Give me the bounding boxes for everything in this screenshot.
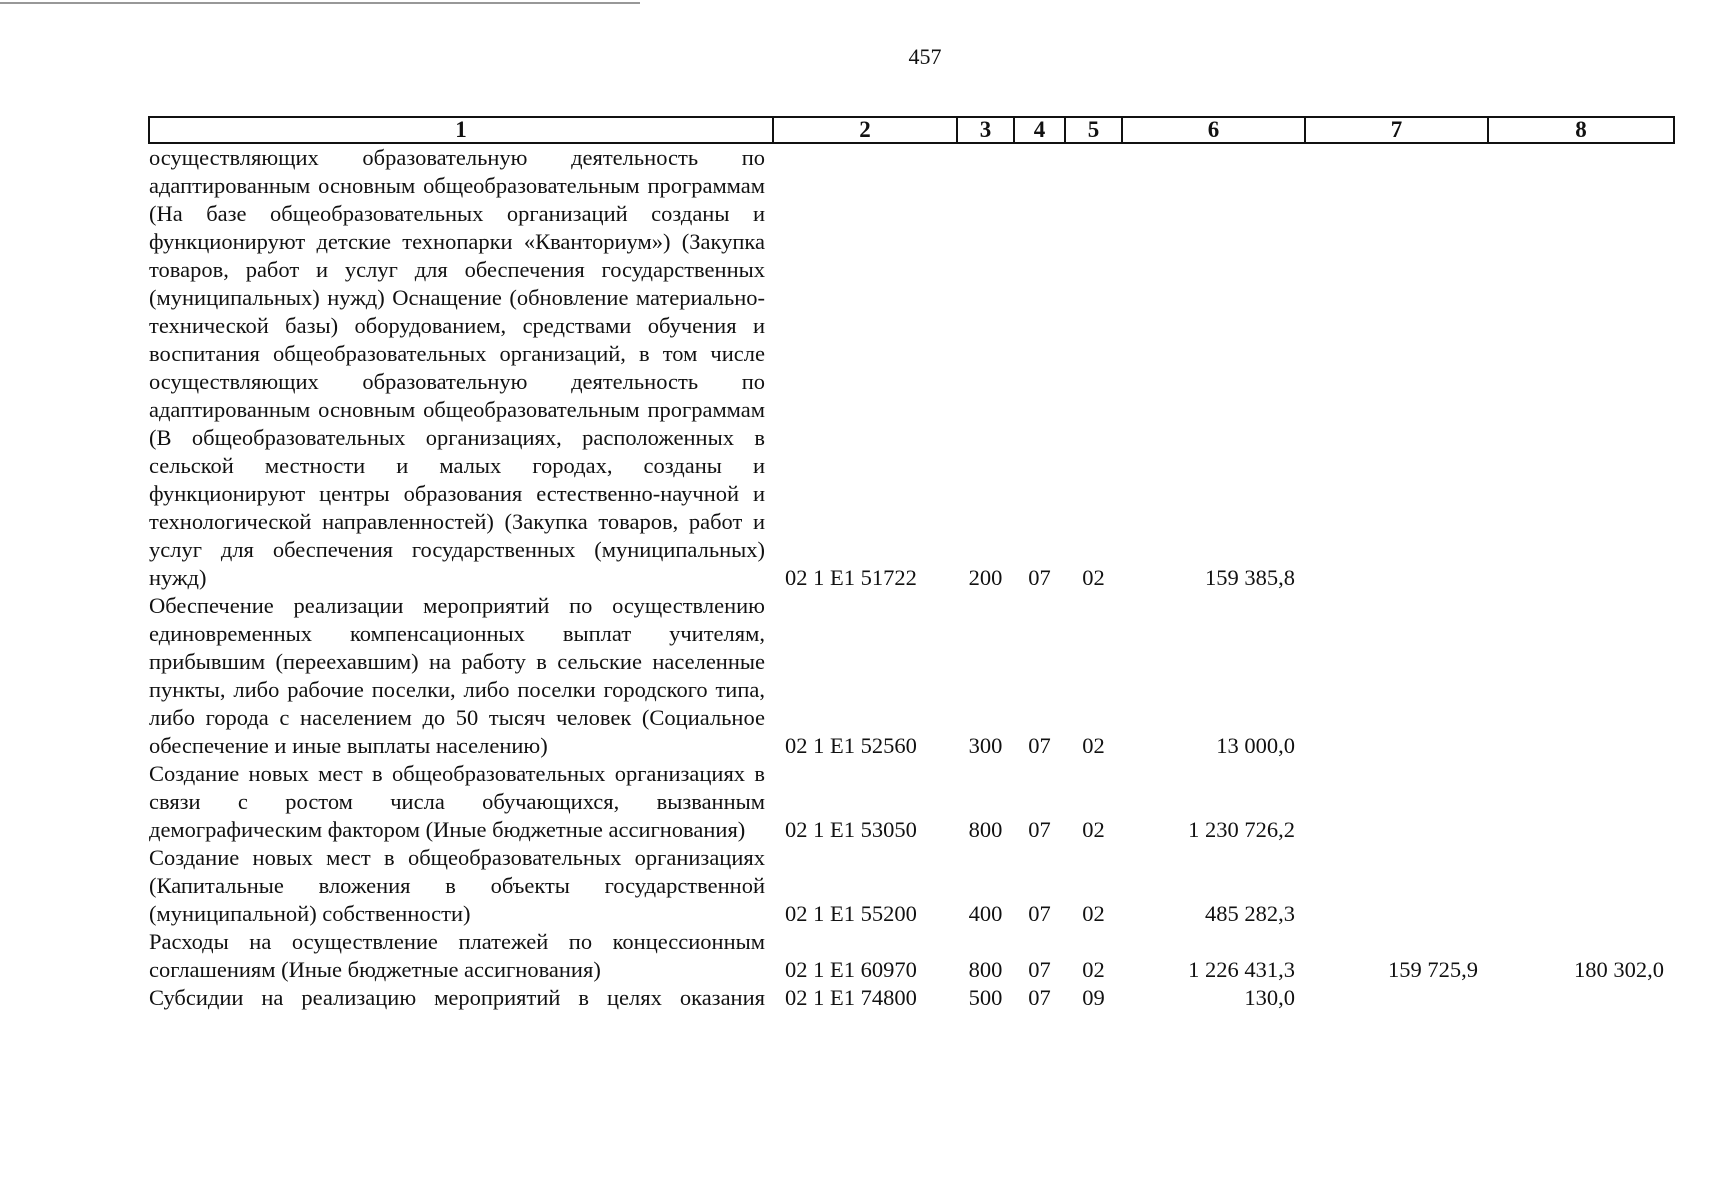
row-col-4: 07 (1028, 733, 1051, 758)
row-description: Создание новых мест в общеобразовательных организациях (Капитальные вложения в объекты государственной (муниципальной) собственности) (149, 845, 765, 926)
column-header-5: 5 (1065, 117, 1122, 143)
row-col-5: 02 (1082, 957, 1105, 982)
row-col-6: 130,0 (1244, 985, 1295, 1010)
column-header-1: 1 (149, 117, 773, 143)
row-col-6: 13 000,0 (1216, 733, 1295, 758)
row-col-3: 200 (968, 565, 1003, 590)
row-description: Расходы на осуществление платежей по концессионным соглашениям (Иные бюджетные ассигнования) (149, 929, 765, 982)
row-col-7: 159 725,9 (1388, 957, 1478, 982)
row-col-4: 07 (1028, 985, 1051, 1010)
row-col-4: 07 (1028, 957, 1051, 982)
row-col-3: 800 (968, 957, 1003, 982)
row-col-5: 09 (1082, 985, 1105, 1010)
row-col-8: 180 302,0 (1574, 957, 1664, 982)
row-description: осуществляющих образовательную деятельность по адаптированным основным общеобразовательным программам (На базе общеобразовательных организаций созданы и функционируют детские технопарки «Кванториум») (Закупка товаров, работ и услуг для обеспечения государственных (муниципальных) нужд) Оснащение (обновление материально-технической базы) оборудованием, средствами обучения и воспитания общеобразовательных организаций, в том числе осуществляющих образовательную деятельность по адаптированным основным общеобразовательным программам (В общеобразовательных организациях, расположенных в сельской местности и малых городах, созданы и функционируют центры образования естественно-научной и технологической направленностей) (Закупка товаров, работ и услуг для обеспечения государственных (муниципальных) нужд) (149, 145, 765, 590)
row-col-6: 1 230 726,2 (1188, 817, 1295, 842)
column-header-8: 8 (1488, 117, 1674, 143)
row-description: Субсидии на реализацию мероприятий в целях оказания (149, 985, 765, 1010)
scan-artifact-line (0, 2, 640, 4)
row-col-7 (1305, 143, 1488, 592)
row-col-3: 400 (968, 901, 1003, 926)
row-col-8 (1488, 143, 1674, 592)
table-row (149, 844, 1674, 928)
row-col-8 (1488, 844, 1674, 928)
table-row (149, 592, 1674, 760)
column-header-6: 6 (1122, 117, 1305, 143)
row-col-5: 02 (1082, 565, 1105, 590)
row-col-4: 07 (1028, 901, 1051, 926)
row-code: 02 1 E1 51722 (785, 565, 917, 590)
budget-table (148, 116, 1675, 1012)
row-col-5: 02 (1082, 901, 1105, 926)
table-row (149, 760, 1674, 844)
column-header-2: 2 (773, 117, 957, 143)
column-header-3: 3 (957, 117, 1014, 143)
table-row (149, 143, 1674, 592)
row-description: Создание новых мест в общеобразовательных организациях в связи с ростом числа обучающихся, вызванным демографическим фактором (Иные бюджетные ассигнования) (149, 761, 765, 842)
row-code: 02 1 E1 53050 (785, 817, 917, 842)
row-code: 02 1 E1 52560 (785, 733, 917, 758)
row-code: 02 1 E1 55200 (785, 901, 917, 926)
column-header-7: 7 (1305, 117, 1488, 143)
column-header-4: 4 (1014, 117, 1065, 143)
header-row (149, 117, 1674, 143)
row-col-8 (1488, 984, 1674, 1012)
row-col-5: 02 (1082, 817, 1105, 842)
table-row (149, 984, 1674, 1012)
row-col-4: 07 (1028, 817, 1051, 842)
row-col-3: 800 (968, 817, 1003, 842)
row-col-6: 159 385,8 (1205, 565, 1295, 590)
row-col-3: 300 (968, 733, 1003, 758)
row-col-8 (1488, 760, 1674, 844)
row-code: 02 1 E1 60970 (785, 957, 917, 982)
row-col-8 (1488, 592, 1674, 760)
row-col-3: 500 (968, 985, 1003, 1010)
row-description: Обеспечение реализации мероприятий по осуществлению единовременных компенсационных выплат учителям, прибывшим (переехавшим) на работу в сельские населенные пункты, либо рабочие поселки, либо поселки городского типа, либо города с населением до 50 тысяч человек (Социальное обеспечение и иные выплаты населению) (149, 593, 765, 758)
row-col-7 (1305, 592, 1488, 760)
row-code: 02 1 E1 74800 (785, 985, 917, 1010)
row-col-7 (1305, 760, 1488, 844)
table-row (149, 928, 1674, 984)
row-col-7 (1305, 984, 1488, 1012)
row-col-5: 02 (1082, 733, 1105, 758)
row-col-6: 1 226 431,3 (1188, 957, 1295, 982)
row-col-7 (1305, 844, 1488, 928)
row-col-4: 07 (1028, 565, 1051, 590)
row-col-6: 485 282,3 (1205, 901, 1295, 926)
page-number: 457 (908, 44, 942, 69)
